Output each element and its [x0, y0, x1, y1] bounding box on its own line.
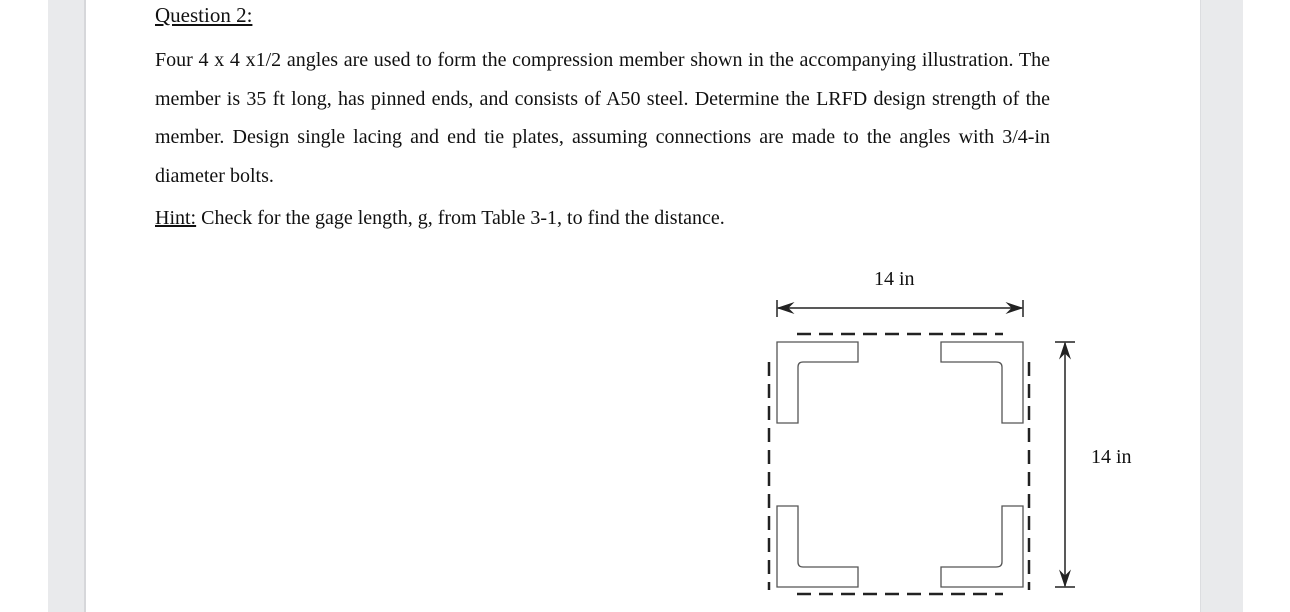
hint-text: Check for the gage length, g, from Table 3-1, to find the distance. [196, 207, 725, 229]
width-dimension-arrow [777, 300, 1023, 317]
height-dimension-label: 14 in [1091, 446, 1132, 468]
angle-bottom-left [777, 506, 858, 587]
angle-top-left [777, 342, 858, 423]
question-title: Question 2: [155, 3, 253, 27]
height-dimension-arrow [1055, 342, 1075, 587]
angle-top-right [941, 342, 1023, 423]
angle-bottom-right [941, 506, 1023, 587]
width-dimension-label: 14 in [874, 268, 915, 290]
question-body: Four 4 x 4 x1/2 angles are used to form the compression member shown in the accompanying illustration. The member is 35 ft long, has pinned ends, and consists of A50 steel. Determine the LRFD design strength of the member. Design single lacing and end tie plates, assuming connections are made to the angles with 3/4-in diameter bolts. [155, 49, 1050, 187]
lacing-dashed-lines [769, 334, 1029, 594]
hint-label: Hint: [155, 207, 197, 229]
